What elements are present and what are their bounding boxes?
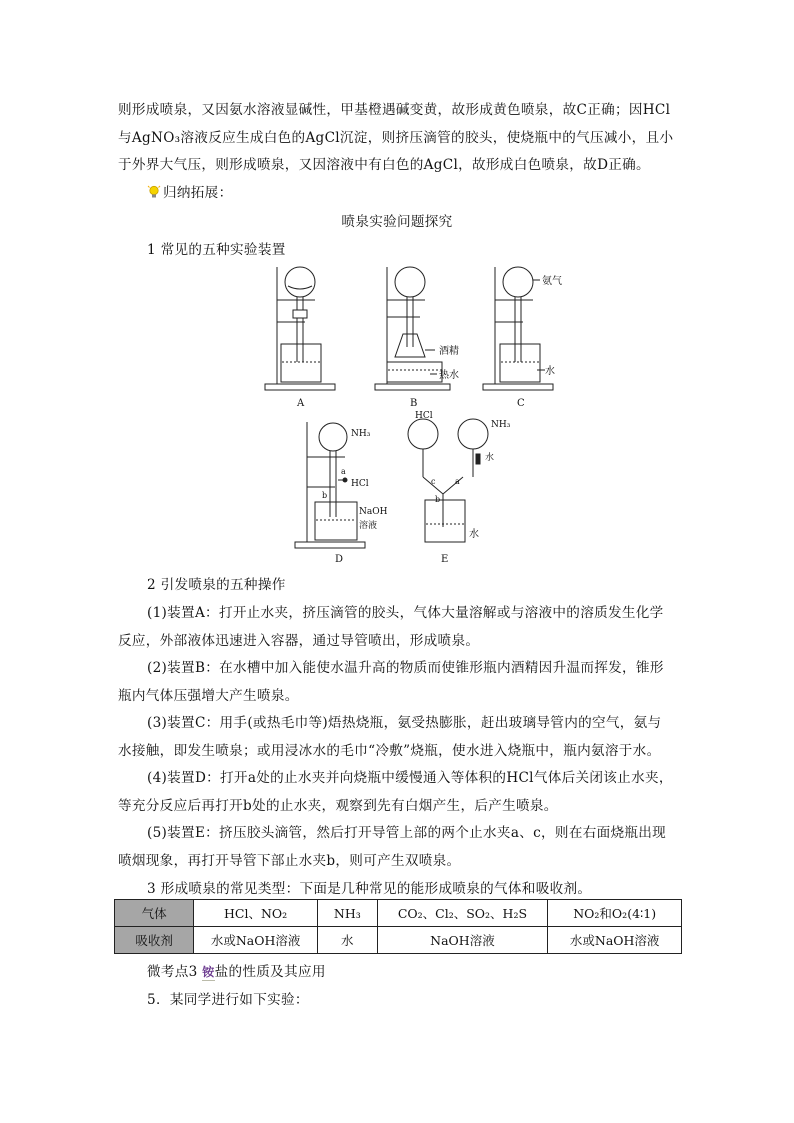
- label-e: E: [441, 554, 449, 565]
- heading-types: 3 形成喷泉的常见类型：下面是几种常见的能形成喷泉的气体和吸收剂。: [147, 881, 592, 897]
- annot-naoh-d1: NaOH: [359, 507, 388, 517]
- annot-water-c: 水: [545, 366, 555, 377]
- annot-water-e2: 水: [469, 529, 479, 540]
- heading-devices: 1 常见的五种实验装置: [147, 242, 286, 258]
- table-cell: 水或NaOH溶液: [194, 927, 318, 954]
- table-cell: CO₂、Cl₂、SO₂、H₂S: [377, 900, 548, 927]
- op-4-line-2: 等充分反应后再打开b处的止水夹，观察到先有白烟产生，后产生喷泉。: [118, 798, 558, 814]
- apparatus-c: [483, 267, 553, 409]
- annot-hcl-e: HCl: [415, 411, 433, 421]
- table-cell: 水: [318, 927, 377, 954]
- apparatus-b: [375, 267, 450, 409]
- table-cell: 气体: [115, 900, 194, 927]
- table-cell: NO₂和O₂(4∶1): [548, 900, 682, 927]
- lightbulb-icon: [147, 185, 161, 199]
- table-cell: NaOH溶液: [377, 927, 548, 954]
- label-a: A: [297, 398, 305, 409]
- summary-label: 归纳拓展：: [163, 185, 233, 201]
- clip-a-d: a: [341, 467, 346, 476]
- micro-point-prefix: 微考点3: [147, 964, 198, 980]
- apparatus-e: [408, 419, 488, 565]
- table-cell: 水或NaOH溶液: [548, 927, 682, 954]
- gas-absorbent-table: [114, 899, 682, 954]
- annot-water-e1: 水: [485, 453, 495, 463]
- annot-alcohol: 酒精: [439, 346, 459, 357]
- summary-heading: [147, 181, 232, 201]
- apparatus-a: [265, 267, 335, 409]
- clip-a-e: a: [455, 477, 460, 486]
- op-5-line-1: (5)装置E：挤压胶头滴管，然后打开导管上部的两个止水夹a、c，则在右面烧瓶出现: [147, 825, 667, 841]
- table-row: [115, 900, 682, 927]
- annot-hot-water: 热水: [439, 370, 459, 381]
- ammonium-glyph: 铵: [202, 965, 215, 979]
- op-3-line-1: (3)装置C：用手(或热毛巾等)焐热烧瓶，氨受热膨胀，赶出玻璃导管内的空气，氨与: [147, 715, 662, 731]
- label-b: B: [410, 398, 418, 409]
- label-c: C: [517, 398, 525, 409]
- section-title: 喷泉实验问题探究: [341, 214, 453, 230]
- apparatus-figure: [255, 262, 585, 567]
- annot-nh3-e: NH₃: [491, 420, 511, 430]
- table-cell: NH₃: [318, 900, 377, 927]
- table-row: [115, 927, 682, 954]
- clip-b-d: b: [322, 491, 328, 500]
- op-1-line-2: 反应，外部液体迅速进入容器，通过导管喷出，形成喷泉。: [118, 633, 480, 649]
- op-1-line-1: (1)装置A：打开止水夹，挤压滴管的胶头，气体大量溶解或与溶液中的溶质发生化学: [147, 605, 664, 621]
- clip-b-e: b: [435, 495, 441, 504]
- paragraph-line-2: 与AgNO₃溶液反应生成白色的AgCl沉淀，则挤压滴管的胶头，使烧瓶中的气压减小，且小: [118, 130, 674, 146]
- micro-point-heading: [147, 960, 326, 981]
- annot-ammonia: 氨气: [542, 276, 562, 287]
- op-2-line-2: 瓶内气体压强增大产生喷泉。: [118, 688, 299, 704]
- op-4-line-1: (4)装置D：打开a处的止水夹并向烧瓶中缓慢通入等体积的HCl气体后关闭该止水夹，: [147, 770, 673, 786]
- op-3-line-2: 水接触，即发生喷泉；或用浸冰水的毛巾“冷敷”烧瓶，使水进入烧瓶中，瓶内氨溶于水。: [118, 743, 661, 759]
- micro-point-suffix: 盐的性质及其应用: [214, 964, 326, 980]
- question-5: 5．某同学进行如下实验：: [147, 992, 309, 1008]
- op-2-line-1: (2)装置B：在水槽中加入能使水温升高的物质而使锥形瓶内酒精因升温而挥发，锥形: [147, 660, 664, 676]
- op-5-line-2: 喷烟现象，再打开导管下部止水夹b，则可产生双喷泉。: [118, 853, 461, 869]
- table-cell: 吸收剂: [115, 927, 194, 954]
- annot-hcl-d: HCl: [351, 479, 369, 489]
- annot-nh3-d: NH₃: [351, 429, 371, 439]
- paragraph-line-1: 则形成喷泉，又因氨水溶液显碱性，甲基橙遇碱变黄，故形成黄色喷泉，故C正确；因HCl: [118, 102, 671, 118]
- apparatus-d: [295, 422, 365, 565]
- heading-operations: 2 引发喷泉的五种操作: [147, 577, 286, 593]
- clip-c-e: c: [431, 477, 436, 486]
- table-cell: HCl、NO₂: [194, 900, 318, 927]
- paragraph-line-3: 于外界大气压，则形成喷泉，又因溶液中有白色的AgCl，故形成白色喷泉，故D正确。: [118, 157, 650, 173]
- annot-naoh-d2: 溶液: [359, 521, 378, 531]
- label-d: D: [335, 554, 344, 565]
